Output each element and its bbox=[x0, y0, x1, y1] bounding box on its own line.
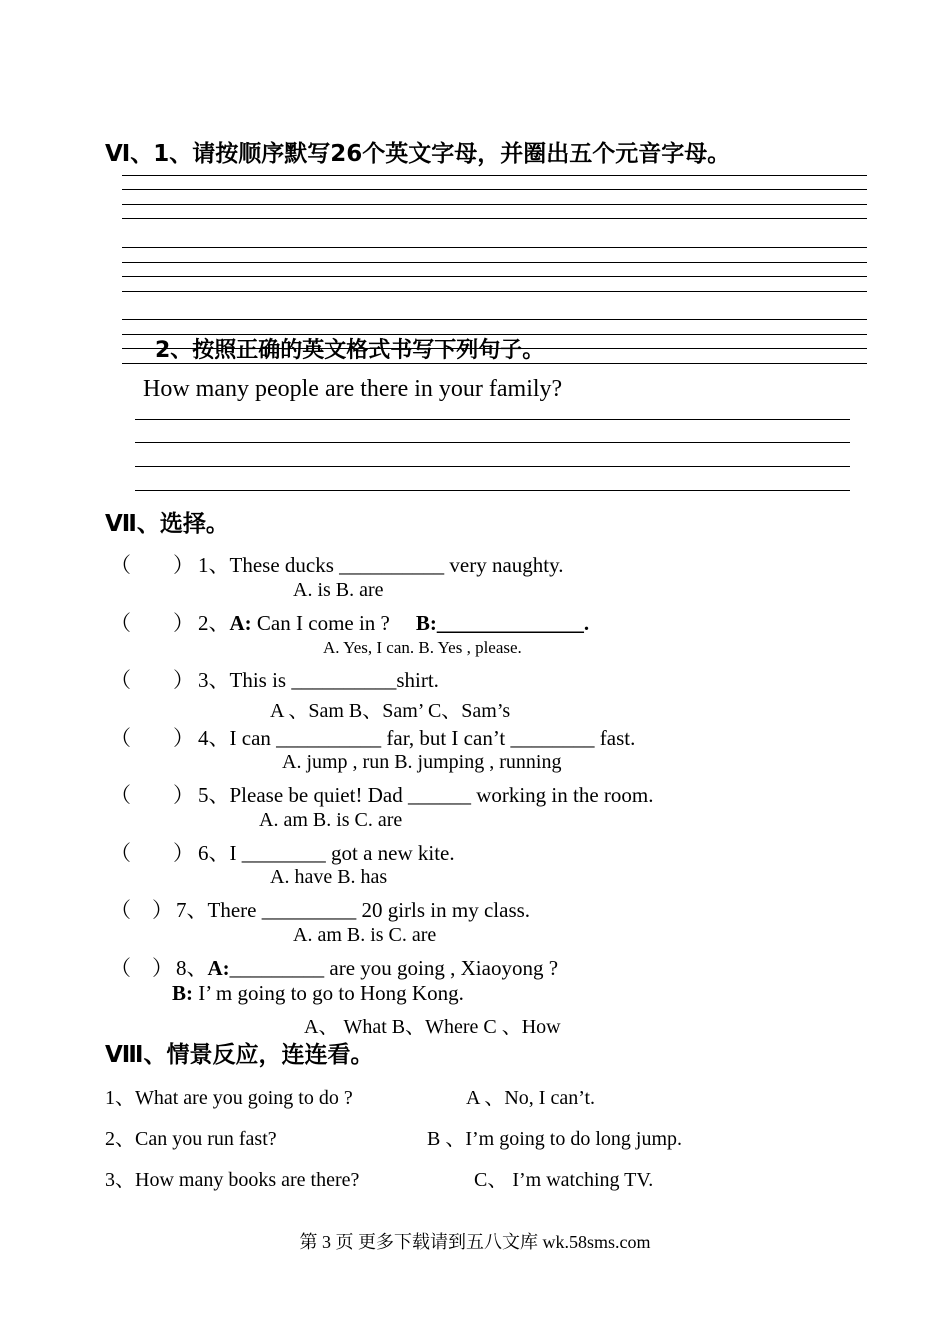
speaker-a-label: A: bbox=[207, 956, 230, 980]
match-left-1: 1、What are you going to do ? bbox=[105, 1087, 353, 1109]
question-2-options: A. Yes, I can. B. Yes , please. bbox=[323, 638, 522, 657]
writing-line bbox=[122, 262, 867, 263]
section-6-heading: Ⅵ、1、请按顺序默写26个英文字母，并圈出五个元音字母。 bbox=[105, 141, 731, 167]
section-8-heading: Ⅷ、情景反应，连连看。 bbox=[105, 1042, 374, 1068]
question-5-text: 5、Please be quiet! Dad ______ working in the room. bbox=[198, 783, 654, 807]
writing-line bbox=[135, 490, 850, 491]
speaker-a-text: Can I come in ? bbox=[251, 611, 390, 635]
writing-line bbox=[122, 291, 867, 292]
question-6-options: A. have B. has bbox=[270, 866, 388, 888]
copy-sentence: How many people are there in your family? bbox=[143, 376, 563, 402]
question-number: 2、 bbox=[198, 611, 230, 635]
answer-paren: （ ） bbox=[110, 956, 173, 980]
speaker-b-text: I’ m going to go to Hong Kong. bbox=[193, 981, 464, 1005]
speaker-a-text: _________ are you going , Xiaoyong ? bbox=[229, 956, 559, 980]
question-7-options: A. am B. is C. are bbox=[293, 924, 437, 946]
match-right-c: C、 I’m watching TV. bbox=[474, 1169, 654, 1191]
speaker-b-label: B: bbox=[172, 981, 193, 1005]
question-7-text: 7、There _________ 20 girls in my class. bbox=[176, 898, 531, 922]
speaker-a-label: A: bbox=[229, 611, 252, 635]
answer-paren: （ ） bbox=[110, 783, 194, 807]
writing-line bbox=[122, 175, 867, 176]
question-8-options: A、 What B、Where C 、How bbox=[304, 1016, 561, 1038]
speaker-b-blank: B:______________. bbox=[415, 611, 590, 635]
writing-line bbox=[135, 442, 850, 443]
answer-paren: （ ） bbox=[110, 553, 194, 577]
question-3-options: A 、Sam B、Sam’ C、Sam’s bbox=[270, 700, 511, 722]
question-8-reply bbox=[172, 981, 464, 1006]
question-1-options: A. is B. are bbox=[293, 579, 384, 601]
answer-paren: （ ） bbox=[110, 898, 173, 922]
answer-paren: （ ） bbox=[110, 611, 194, 635]
section-7-heading: Ⅶ、选择。 bbox=[105, 511, 229, 537]
section-6-part-2-heading: 2、按照正确的英文格式书写下列句子。 bbox=[155, 338, 545, 363]
question-2-text bbox=[198, 607, 589, 637]
match-left-3: 3、How many books are there? bbox=[105, 1169, 360, 1191]
writing-line bbox=[122, 247, 867, 248]
writing-line bbox=[122, 189, 867, 190]
answer-paren: （ ） bbox=[110, 668, 194, 692]
match-right-b: B 、I’m going to do long jump. bbox=[427, 1128, 682, 1150]
writing-line bbox=[122, 204, 867, 205]
question-number: 8、 bbox=[176, 956, 208, 980]
writing-line bbox=[122, 276, 867, 277]
question-4-text: 4、I can __________ far, but I can’t ________ fast. bbox=[198, 726, 636, 750]
writing-line bbox=[122, 218, 867, 219]
writing-line bbox=[135, 466, 850, 467]
match-left-2: 2、Can you run fast? bbox=[105, 1128, 277, 1150]
question-1-text: 1、These ducks __________ very naughty. bbox=[198, 553, 564, 577]
answer-paren: （ ） bbox=[110, 841, 194, 865]
page-footer: 第 3 页 更多下载请到五八文库 wk.58sms.com bbox=[299, 1232, 651, 1252]
question-8-text bbox=[176, 952, 558, 982]
writing-line bbox=[122, 319, 867, 320]
answer-paren: （ ） bbox=[110, 726, 194, 750]
question-4-options: A. jump , run B. jumping , running bbox=[282, 751, 562, 773]
question-3-text: 3、This is __________shirt. bbox=[198, 668, 439, 692]
writing-line bbox=[135, 419, 850, 420]
question-5-options: A. am B. is C. are bbox=[259, 809, 403, 831]
question-6-text: 6、I ________ got a new kite. bbox=[198, 841, 455, 865]
match-right-a: A 、No, I can’t. bbox=[466, 1087, 596, 1109]
